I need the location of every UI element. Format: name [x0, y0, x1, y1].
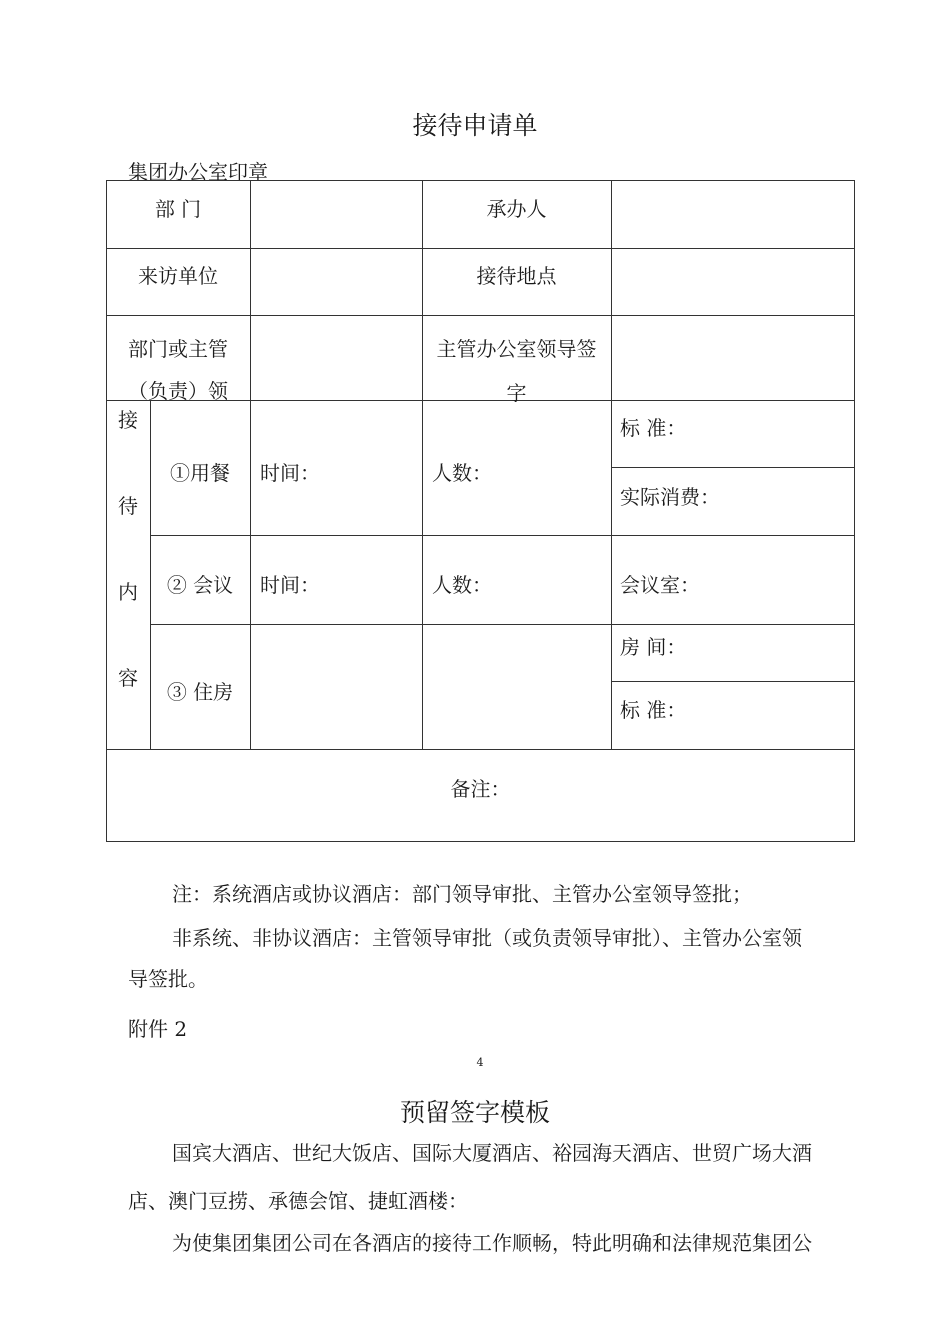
content-label-char: 内 [118, 580, 138, 604]
note-line-1: 注：系统酒店或协议酒店：部门领导审批、主管办公室领导签批； [172, 882, 752, 906]
handler-label: 承办人 [486, 197, 547, 221]
meal-people-label: 人数： [432, 461, 492, 485]
meeting-time-label: 时间： [260, 573, 320, 597]
dept-head-label-line1: 部门或主管 [128, 337, 228, 361]
attachment-label: 附件 2 [128, 1017, 188, 1041]
template-title: 预留签字模板 [399, 1098, 550, 1127]
lodging-room-label: 房 间： [620, 635, 687, 659]
lodging-standard-label: 标 准： [620, 698, 687, 722]
dept-label: 部 门 [154, 197, 202, 221]
meal-actual-label: 实际消费： [620, 485, 720, 509]
template-para1-line2: 店、澳门豆捞、承德会馆、捷虹酒楼： [128, 1189, 468, 1213]
visitor-label: 来访单位 [138, 264, 218, 288]
lodging-label: ③ 住房 [166, 680, 234, 704]
location-label: 接待地点 [476, 264, 557, 288]
content-label-char: 待 [118, 494, 138, 518]
meeting-room-label: 会议室： [620, 573, 700, 597]
template-para2-line1: 为使集团集团公司在各酒店的接待工作顺畅，特此明确和法律规范集团公 [172, 1231, 812, 1255]
dept-head-label-line2: （负责）领 [128, 379, 228, 403]
form-title: 接待申请单 [412, 111, 538, 140]
meal-standard-label: 标 准： [620, 416, 687, 440]
meal-label: ①用餐 [170, 461, 230, 485]
template-para1-line1: 国宾大酒店、世纪大饭店、国际大厦酒店、裕园海天酒店、世贸广场大酒 [172, 1141, 812, 1165]
meeting-label: ② 会议 [166, 573, 234, 597]
remarks-label: 备注： [450, 777, 511, 801]
note-line-3: 导签批。 [128, 967, 208, 991]
meal-time-label: 时间： [260, 461, 320, 485]
page-number: 4 [476, 1056, 484, 1069]
meeting-people-label: 人数： [432, 573, 492, 597]
content-label-char: 接 [118, 408, 138, 432]
content-label-char: 容 [118, 666, 138, 690]
note-line-2: 非系统、非协议酒店：主管领导审批（或负责领导审批）、主管办公室领 [172, 926, 802, 950]
office-head-label-line1: 主管办公室领导签 [436, 337, 597, 361]
seal-label: 集团办公室印章 [128, 160, 268, 184]
office-head-label-line2: 字 [506, 381, 527, 405]
